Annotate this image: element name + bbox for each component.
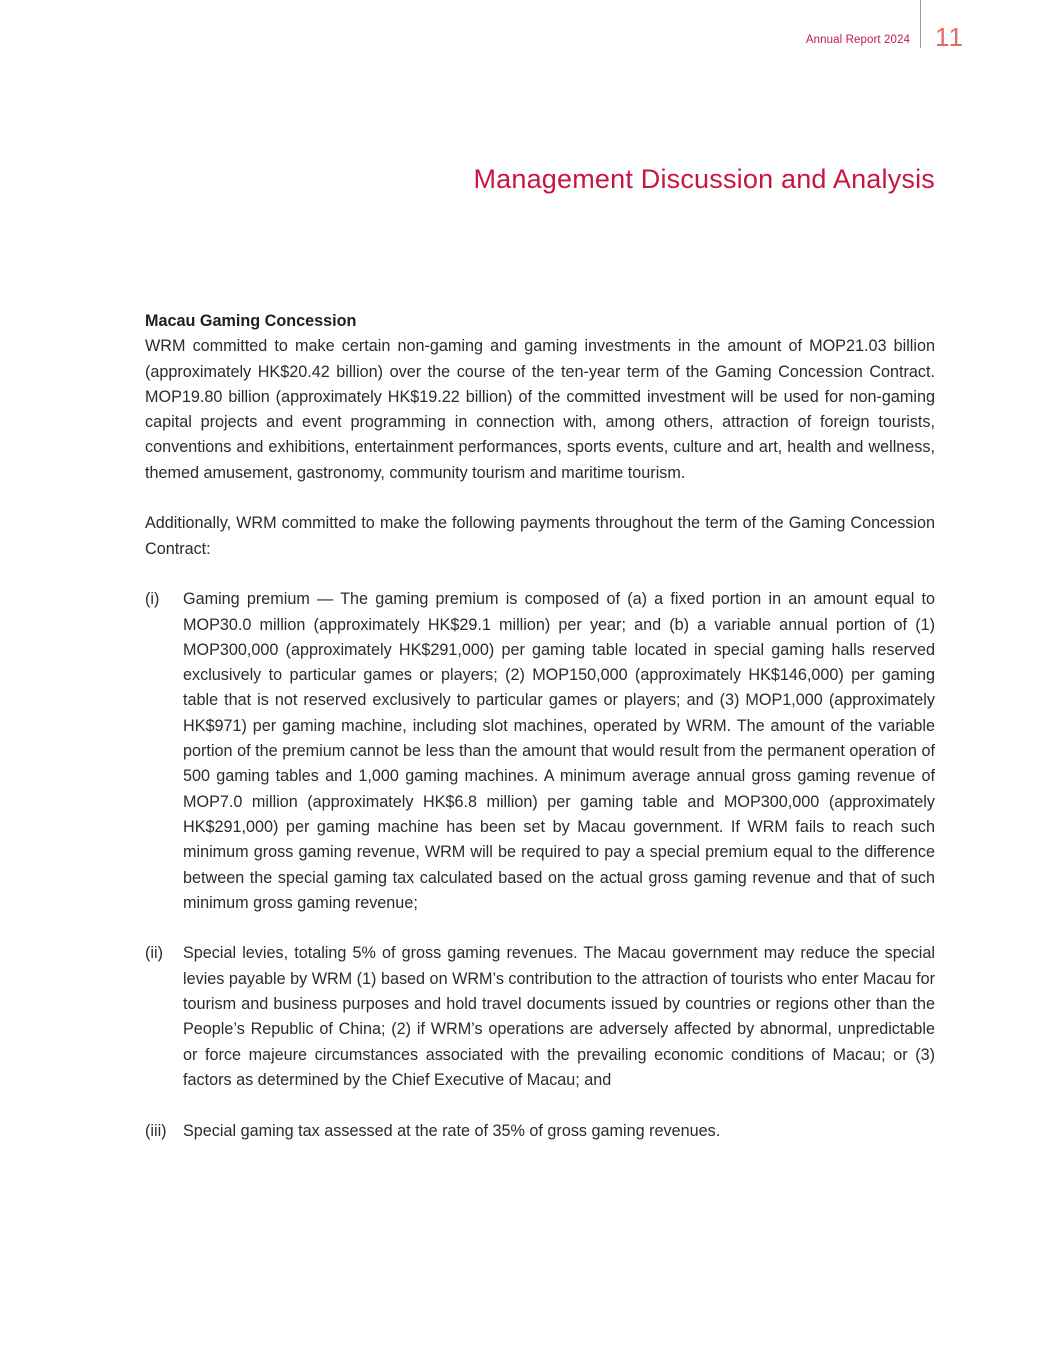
list-item-text: Gaming premium — The gaming premium is composed of (a) a fixed portion in an amount equal to MOP30.0 million (approximately HK$29.1 million) per year; and (b) a variable annual portion of (1) MOP300,000 (approximately HK$291,000) per gaming table located in special gaming halls reserved exclusively to particular games or players; (2) MOP150,000 (approximately HK$146,000) per gaming table that is not reserved exclusively to particular games or players; and (3) MOP1,000 (approximately HK$971) per gaming machine, including slot machines, operated by WRM. The amount of the variable portion of the premium cannot be less than the amount that would result from the permanent operation of 500 gaming tables and 1,000 gaming machines. A minimum average annual gross gaming revenue of MOP7.0 million (approximately HK$6.8 million) per gaming table and MOP300,000 (approximately HK$291,000) per gaming machine has been set by Macau government. If WRM fails to reach such minimum gross gaming revenue, WRM will be required to pay a special premium equal to the difference between the special gaming tax calculated based on the actual gross gaming revenue and that of such minimum gross gaming revenue; <box>183 590 935 912</box>
header-divider <box>920 0 921 48</box>
report-label: Annual Report 2024 <box>805 34 910 46</box>
list-item-text: Special gaming tax assessed at the rate of 35% of gross gaming revenues. <box>183 1121 721 1140</box>
list-item-text: Special levies, totaling 5% of gross gaming revenues. The Macau government may reduce the special levies payable by WRM (1) based on WRM’s contribution to the attraction of tourists who enter Macau for tourism and business purposes and hold travel documents issued by countries or regions other than the People’s Republic of China; (2) if WRM’s operations are adversely affected by abnormal, unpredictable or force majeure circumstances associated with the prevailing economic conditions of Macau; or (3) factors as determined by the Chief Executive of Macau; and <box>183 944 935 1089</box>
page-title: Management Discussion and Analysis <box>473 164 935 194</box>
list-item-special-levies <box>145 941 935 1093</box>
payments-list <box>145 587 935 1144</box>
section-macau-gaming-concession <box>145 309 935 1169</box>
paragraph-investment-commitment: WRM committed to make certain non-gaming and gaming investments in the amount of MOP21.03 billion (approximately HK$20.42 billion) over the course of the ten-year term of the Gaming Concession Contract. MOP19.80 billion (approximately HK$19.22 billion) of the committed investment will be used for non-gaming capital projects and event programming in connection with, among others, attraction of foreign tourists, conventions and exhibitions, entertainment performances, sports events, culture and art, health and wellness, themed amusement, gastronomy, community tourism and maritime tourism. <box>145 337 935 482</box>
section-heading: Macau Gaming Concession <box>145 312 357 330</box>
list-item-special-gaming-tax <box>145 1119 935 1144</box>
list-marker: (iii) <box>145 1121 167 1140</box>
list-item-gaming-premium <box>145 587 935 916</box>
page-number: 11 <box>935 22 964 52</box>
list-marker: (i) <box>145 590 160 609</box>
paragraph-payments-intro: Additionally, WRM committed to make the following payments throughout the term of the Gaming Concession Contract: <box>145 514 935 558</box>
list-marker: (ii) <box>145 944 163 963</box>
